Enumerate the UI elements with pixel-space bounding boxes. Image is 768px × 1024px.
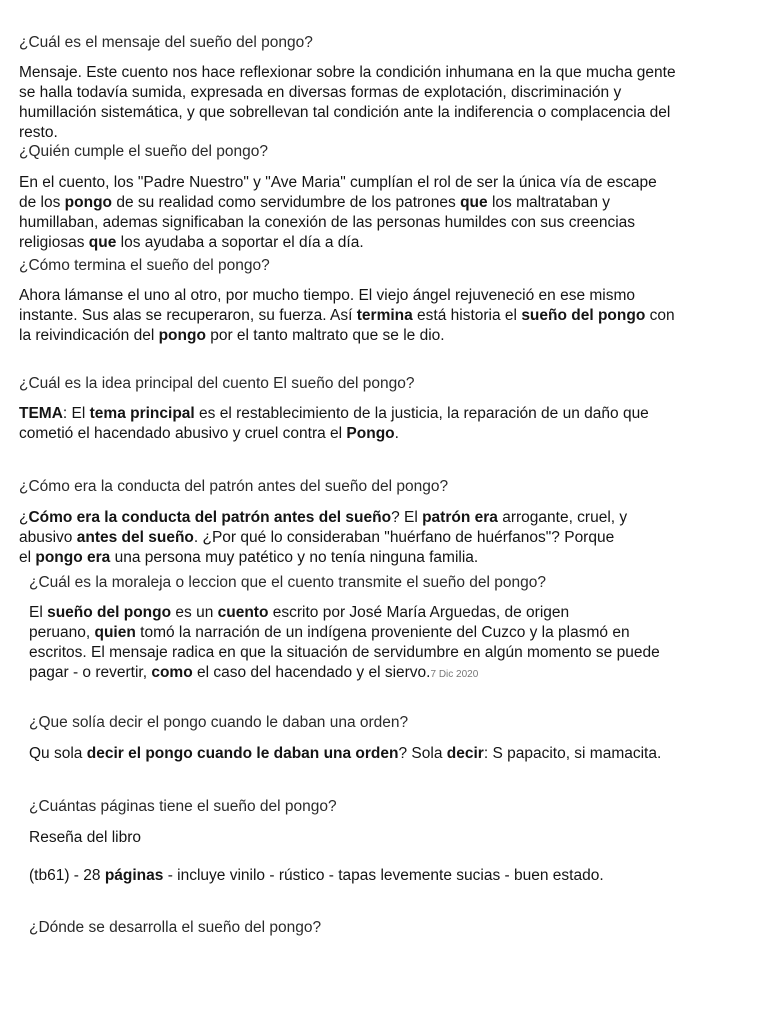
answer-line [19, 326, 675, 346]
text: es el restablecimiento de la justicia, la reparación de un daño que [194, 405, 649, 422]
answer-line [29, 866, 604, 886]
text: En el cuento, los "Padre Nuestro" y "Ave Maria" cumplían el rol de ser la única vía de escape [19, 174, 657, 191]
answer-line [19, 528, 627, 548]
answer-paginas-detalle [29, 866, 604, 886]
text: por el tanto maltrato que se le dio. [205, 327, 445, 344]
text: el [19, 549, 36, 566]
date-label: 7 Dic 2020 [430, 669, 479, 680]
bold-text: pongo [158, 327, 206, 344]
text: ? El [391, 509, 423, 526]
text: - incluye vinilo - rústico - tapas levemente sucias - buen estado. [163, 867, 604, 884]
bold-text: como [151, 664, 193, 681]
text: religiosas [19, 234, 89, 251]
answer-line [19, 548, 627, 568]
answer-line [29, 643, 660, 663]
text: instante. Sus alas se recuperaron, su fuerza. Así [19, 307, 357, 324]
bold-text: que [88, 234, 117, 251]
answer-conducta-patron [19, 508, 627, 568]
text: escrito por José María Arguedas, de origen [268, 604, 570, 621]
answer-line: se halla todavía sumida, expresada en diversas formas de explotación, discriminación y [19, 84, 622, 101]
text: el caso del hacendado y el siervo. [192, 664, 431, 681]
answer-line: resto. [19, 124, 58, 141]
text: ? Sola [398, 745, 447, 762]
text: con [645, 307, 675, 324]
bold-text: decir [446, 745, 484, 762]
bold-text: pongo [64, 194, 113, 211]
answer-line [19, 173, 657, 193]
answer-idea-principal [19, 404, 649, 444]
text: arrogante, cruel, y [497, 509, 628, 526]
answer-line [19, 213, 657, 233]
bold-text: tema principal [89, 405, 195, 422]
text: Ahora lámanse el uno al otro, por mucho tiempo. El viejo ángel rejuveneció en ese mismo [19, 287, 636, 304]
answer-line [19, 508, 627, 528]
answer-resena [29, 828, 141, 848]
text: escritos. El mensaje radica en que la situación de servidumbre en algún momento se puede [29, 644, 660, 661]
bold-text: patrón era [422, 509, 498, 526]
text: tomó la narración de un indígena proveniente del Cuzco y la plasmó en [135, 624, 630, 641]
bold-text: Pongo [346, 425, 395, 442]
text: El [29, 604, 48, 621]
answer-line [19, 424, 649, 444]
text: de su realidad como servidumbre de los patrones [112, 194, 461, 211]
bold-text: sueño del pongo [521, 307, 646, 324]
bold-text: cuento [217, 604, 269, 621]
text: Reseña del libro [29, 829, 142, 846]
text: Qu sola [29, 745, 87, 762]
question-como-termina: ¿Cómo termina el sueño del pongo? [19, 257, 270, 274]
question-quien-cumple: ¿Quién cumple el sueño del pongo? [19, 143, 269, 160]
bold-text: termina [356, 307, 413, 324]
answer-mensaje [19, 63, 676, 143]
bold-text: pongo era [35, 549, 111, 566]
question-solia-decir: ¿Que solía decir el pongo cuando le daban una orden? [29, 714, 409, 731]
text: una persona muy patético y no tenía ninguna familia. [110, 549, 479, 566]
answer-line [19, 233, 657, 253]
question-cuantas-paginas: ¿Cuántas páginas tiene el sueño del pongo? [29, 798, 337, 815]
answer-line [29, 603, 660, 623]
text: cometió el hacendado abusivo y cruel contra el [19, 425, 347, 442]
text: . ¿Por qué lo consideraban "huérfano de huérfanos"? Porque [193, 529, 615, 546]
bold-text: TEMA [19, 405, 63, 422]
answer-line: Mensaje. Este cuento nos hace reflexionar sobre la condición inhumana en la que mucha gente [19, 64, 676, 81]
answer-como-termina [19, 286, 675, 346]
bold-text: quien [94, 624, 136, 641]
text: ¿ [19, 509, 29, 526]
bold-text: sueño del pongo [47, 604, 172, 621]
text: : El [62, 405, 90, 422]
text: pagar - o revertir, [29, 664, 152, 681]
question-conducta-patron: ¿Cómo era la conducta del patrón antes del sueño del pongo? [19, 478, 449, 495]
answer-line [29, 744, 661, 764]
answer-solia-decir [29, 744, 661, 764]
text: la reivindicación del [19, 327, 159, 344]
text: abusivo [19, 529, 77, 546]
text: humillaban, ademas significaban la conexión de las personas humildes con sus creencias [19, 214, 636, 231]
question-donde-se-desarrolla: ¿Dónde se desarrolla el sueño del pongo? [29, 919, 322, 936]
text: peruano, [29, 624, 95, 641]
bold-text: que [460, 194, 488, 211]
bold-text: antes del sueño [76, 529, 194, 546]
answer-line: humillación sistemática, y que sobrellevan tal condición ante la indiferencia o complacencia del [19, 104, 671, 121]
question-idea-principal: ¿Cuál es la idea principal del cuento El sueño del pongo? [19, 375, 415, 392]
bold-text: páginas [104, 867, 164, 884]
text: está historia el [412, 307, 522, 324]
answer-moraleja [29, 603, 660, 685]
answer-line [19, 286, 675, 306]
text: . [394, 425, 399, 442]
text: es un [171, 604, 218, 621]
answer-line [19, 193, 657, 213]
bold-text: Cómo era la conducta del patrón antes del sueño [28, 509, 392, 526]
bold-text: decir el pongo cuando le daban una orden [86, 745, 399, 762]
text: (tb61) - 28 [29, 867, 105, 884]
text: de los [19, 194, 65, 211]
answer-line [29, 663, 660, 685]
answer-line [29, 623, 660, 643]
text: : S papacito, si mamacita. [483, 745, 662, 762]
answer-line [19, 306, 675, 326]
answer-line [19, 404, 649, 424]
text: los ayudaba a soportar el día a día. [116, 234, 364, 251]
text: los maltrataban y [487, 194, 610, 211]
question-moraleja: ¿Cuál es la moraleja o leccion que el cuento transmite el sueño del pongo? [29, 574, 546, 591]
answer-line [29, 828, 141, 848]
answer-quien-cumple [19, 173, 657, 253]
question-mensaje: ¿Cuál es el mensaje del sueño del pongo? [19, 34, 313, 51]
